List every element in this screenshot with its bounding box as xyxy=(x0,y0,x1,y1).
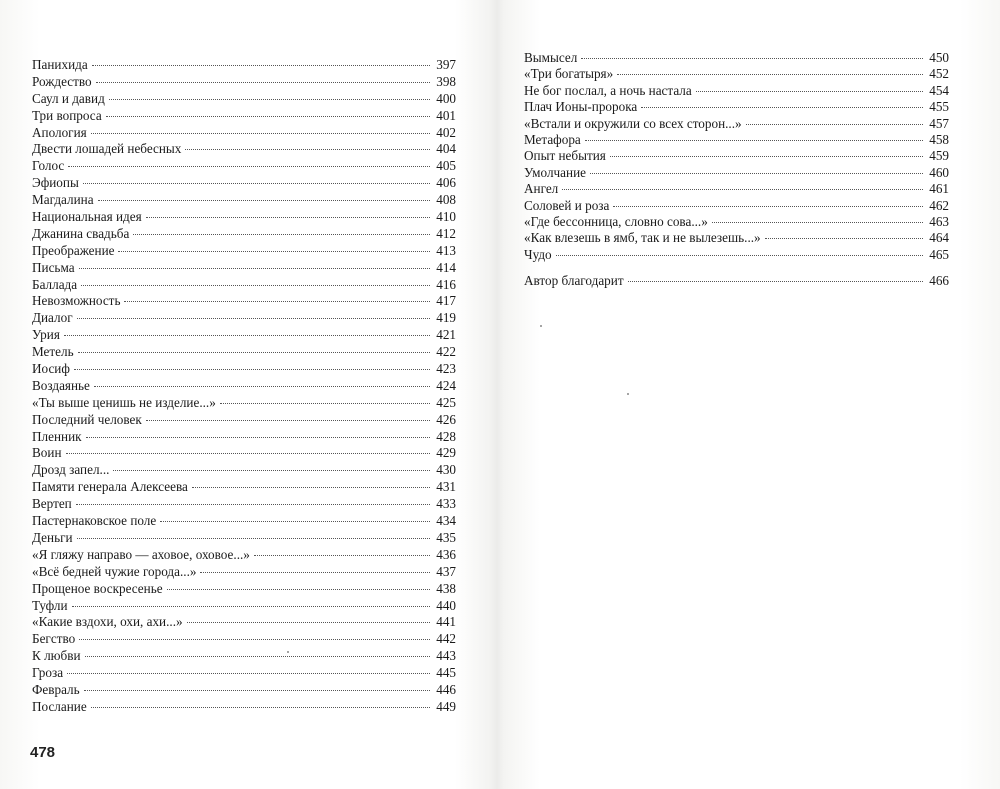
toc-entry xyxy=(32,395,456,412)
entry-page-number: 416 xyxy=(436,276,456,292)
dot-leader xyxy=(67,673,430,674)
dot-leader xyxy=(696,91,923,92)
dot-leader xyxy=(64,335,430,336)
toc-entry xyxy=(32,699,456,716)
entry-title: Гроза xyxy=(32,665,64,681)
entry-title: «Встали и окружили со всех сторон...» xyxy=(524,115,742,131)
entry-title: Невозможность xyxy=(32,293,121,309)
entry-page-number: 413 xyxy=(436,242,456,258)
entry-title: Деньги xyxy=(32,529,73,545)
toc-entry xyxy=(524,181,949,197)
entry-page-number: 410 xyxy=(436,209,456,225)
toc-entry xyxy=(524,165,949,181)
dot-leader xyxy=(160,521,430,522)
toc-entry xyxy=(32,209,456,226)
toc-entry xyxy=(32,361,456,378)
dot-leader xyxy=(83,183,430,184)
entry-title: Дрозд запел... xyxy=(32,462,110,478)
dot-leader xyxy=(68,166,430,167)
toc-list-right xyxy=(524,50,949,263)
toc-entry xyxy=(32,496,456,513)
toc-entry xyxy=(32,581,456,598)
toc-entry xyxy=(32,192,456,209)
toc-entry xyxy=(32,412,456,429)
entry-title: К любви xyxy=(32,648,81,664)
toc-entry xyxy=(524,66,949,82)
toc-entry xyxy=(32,91,456,108)
entry-title: Диалог xyxy=(32,310,73,326)
entry-title: Метель xyxy=(32,344,74,360)
entry-page-number: 401 xyxy=(436,107,456,123)
toc-entry xyxy=(32,378,456,395)
entry-page-number: 452 xyxy=(929,66,949,82)
entry-page-number: 443 xyxy=(436,648,456,664)
entry-title: Апология xyxy=(32,124,87,140)
entry-title: «Я гляжу направо — аховое, оховое...» xyxy=(32,546,250,562)
toc-entry xyxy=(32,479,456,496)
toc-entry xyxy=(32,462,456,479)
entry-title: Соловей и роза xyxy=(524,197,610,213)
toc-entry xyxy=(32,547,456,564)
dot-leader xyxy=(167,589,431,590)
entry-page-number: 435 xyxy=(436,529,456,545)
dot-leader xyxy=(106,116,431,117)
entry-page-number: 423 xyxy=(436,361,456,377)
entry-page-number: 419 xyxy=(436,310,456,326)
dot-leader xyxy=(81,285,430,286)
entry-page-number: 449 xyxy=(436,698,456,714)
entry-page-number: 441 xyxy=(436,614,456,630)
toc-entry xyxy=(32,57,456,74)
entry-page-number: 454 xyxy=(929,82,949,98)
toc-entry xyxy=(32,260,456,277)
entry-title: «Ты выше ценишь не изделие...» xyxy=(32,394,216,410)
entry-title: «Как влезешь в ямб, так и не вылезешь...» xyxy=(524,230,761,246)
dot-leader xyxy=(581,58,923,59)
entry-title: «Где бессонница, словно сова...» xyxy=(524,213,708,229)
entry-title: Письма xyxy=(32,259,75,275)
right-page-contents xyxy=(524,50,949,289)
entry-title: Двести лошадей небесных xyxy=(32,141,182,157)
entry-title: Умолчание xyxy=(524,164,586,180)
dot-leader xyxy=(113,470,430,471)
entry-page-number: 406 xyxy=(436,175,456,191)
entry-title: Февраль xyxy=(32,681,80,697)
toc-entry xyxy=(32,293,456,310)
entry-title: Джанина свадьба xyxy=(32,225,130,241)
toc-entry xyxy=(32,631,456,648)
toc-list-left xyxy=(32,57,456,716)
entry-page-number: 398 xyxy=(436,73,456,89)
dot-leader xyxy=(109,99,430,100)
entry-page-number: 434 xyxy=(436,513,456,529)
toc-entry-afterword xyxy=(524,273,949,289)
toc-entry xyxy=(32,445,456,462)
dot-leader xyxy=(185,149,430,150)
dot-leader xyxy=(712,222,923,223)
entry-title: Не бог послал, а ночь настала xyxy=(524,82,692,98)
entry-page-number: 462 xyxy=(929,197,949,213)
entry-page-number: 459 xyxy=(929,148,949,164)
entry-page-number: 412 xyxy=(436,225,456,241)
dot-leader xyxy=(590,173,923,174)
print-speck xyxy=(540,325,542,327)
entry-title: Вымысел xyxy=(524,50,578,65)
dot-leader xyxy=(77,318,431,319)
dot-leader xyxy=(94,386,430,387)
entry-page-number: 405 xyxy=(436,158,456,174)
dot-leader xyxy=(86,437,431,438)
toc-entry xyxy=(32,310,456,327)
dot-leader xyxy=(220,403,430,404)
dot-leader xyxy=(641,107,923,108)
left-page-contents xyxy=(32,57,456,716)
toc-entry xyxy=(32,243,456,260)
print-speck xyxy=(287,651,289,653)
dot-leader xyxy=(84,690,431,691)
entry-title: Панихида xyxy=(32,57,88,72)
entry-page-number: 414 xyxy=(436,259,456,275)
dot-leader xyxy=(91,707,431,708)
dot-leader xyxy=(200,572,430,573)
entry-title: Чудо xyxy=(524,246,552,262)
entry-page-number: 436 xyxy=(436,546,456,562)
entry-page-number: 431 xyxy=(436,479,456,495)
toc-entry xyxy=(32,277,456,294)
dot-leader xyxy=(98,200,431,201)
toc-entry xyxy=(524,99,949,115)
entry-title: Метафора xyxy=(524,131,581,147)
entry-page-number: 450 xyxy=(929,50,949,65)
toc-entry xyxy=(32,125,456,142)
toc-entry xyxy=(524,132,949,148)
entry-title: Урия xyxy=(32,327,60,343)
entry-page-number: 455 xyxy=(929,99,949,115)
entry-page-number: 438 xyxy=(436,580,456,596)
toc-entry xyxy=(32,614,456,631)
entry-title: Магдалина xyxy=(32,192,94,208)
entry-title: Иосиф xyxy=(32,361,70,377)
entry-title: Эфиопы xyxy=(32,175,79,191)
toc-entry xyxy=(32,648,456,665)
entry-page-number: 425 xyxy=(436,394,456,410)
entry-title: Баллада xyxy=(32,276,78,292)
dot-leader xyxy=(562,189,923,190)
entry-page-number: 397 xyxy=(436,57,456,72)
dot-leader xyxy=(124,301,430,302)
dot-leader xyxy=(72,606,431,607)
dot-leader xyxy=(74,369,430,370)
entry-title: Три вопроса xyxy=(32,107,102,123)
dot-leader xyxy=(146,217,431,218)
dot-leader xyxy=(556,255,924,256)
toc-entry xyxy=(32,665,456,682)
dot-leader xyxy=(79,268,431,269)
dot-leader xyxy=(66,453,431,454)
toc-entry xyxy=(32,158,456,175)
page-number-folio: 478 xyxy=(30,744,56,761)
entry-page-number: 433 xyxy=(436,496,456,512)
entry-page-number: 442 xyxy=(436,631,456,647)
entry-title: «Какие вздохи, охи, ахи...» xyxy=(32,614,183,630)
entry-page-number: 421 xyxy=(436,327,456,343)
toc-entry xyxy=(32,429,456,446)
print-speck xyxy=(627,393,629,395)
dot-leader xyxy=(85,656,431,657)
entry-page-number: 457 xyxy=(929,115,949,131)
entry-page-number: 404 xyxy=(436,141,456,157)
dot-leader xyxy=(254,555,430,556)
toc-entry xyxy=(32,175,456,192)
entry-title: Туфли xyxy=(32,597,68,613)
toc-entry xyxy=(32,327,456,344)
dot-leader xyxy=(146,420,430,421)
dot-leader xyxy=(79,639,430,640)
entry-page-number: 465 xyxy=(929,246,949,262)
toc-entry xyxy=(32,530,456,547)
dot-leader xyxy=(76,504,430,505)
toc-entry xyxy=(524,148,949,164)
toc-entry xyxy=(524,247,949,263)
toc-entry xyxy=(32,141,456,158)
dot-leader xyxy=(187,622,431,623)
entry-page-number: 400 xyxy=(436,90,456,106)
toc-entry xyxy=(524,50,949,66)
entry-title: Пастернаковское поле xyxy=(32,513,157,529)
entry-page-number: 463 xyxy=(929,213,949,229)
entry-page-number: 440 xyxy=(436,597,456,613)
toc-entry xyxy=(524,230,949,246)
dot-leader xyxy=(77,538,431,539)
toc-entry xyxy=(32,108,456,125)
toc-entry xyxy=(32,682,456,699)
entry-page-number: 445 xyxy=(436,665,456,681)
dot-leader xyxy=(765,238,924,239)
entry-page-number: 417 xyxy=(436,293,456,309)
dot-leader xyxy=(628,281,924,282)
dot-leader xyxy=(133,234,430,235)
entry-title: «Три богатыря» xyxy=(524,66,614,82)
entry-title: Саул и давид xyxy=(32,90,105,106)
toc-entry xyxy=(524,198,949,214)
toc-entry xyxy=(32,598,456,615)
entry-page-number: 426 xyxy=(436,411,456,427)
entry-page-number: 460 xyxy=(929,164,949,180)
dot-leader xyxy=(91,133,431,134)
dot-leader xyxy=(118,251,430,252)
entry-title: Автор благодарит xyxy=(524,273,624,289)
entry-title: Плач Ионы-пророка xyxy=(524,99,638,115)
entry-page-number: 464 xyxy=(929,230,949,246)
dot-leader xyxy=(92,65,431,66)
toc-entry xyxy=(524,83,949,99)
dot-leader xyxy=(96,82,431,83)
entry-page-number: 402 xyxy=(436,124,456,140)
dot-leader xyxy=(610,156,923,157)
entry-page-number: 458 xyxy=(929,131,949,147)
dot-leader xyxy=(78,352,431,353)
toc-entry xyxy=(32,344,456,361)
entry-title: Послание xyxy=(32,698,87,714)
entry-title: Воин xyxy=(32,445,62,461)
entry-page-number: 422 xyxy=(436,344,456,360)
entry-title: Рождество xyxy=(32,73,92,89)
toc-entry xyxy=(32,513,456,530)
entry-title: Опыт небытия xyxy=(524,148,606,164)
entry-title: Воздаянье xyxy=(32,377,90,393)
dot-leader xyxy=(192,487,430,488)
entry-title: «Всё бедней чужие города...» xyxy=(32,563,197,579)
dot-leader xyxy=(746,124,924,125)
entry-title: Прощеное воскресенье xyxy=(32,580,163,596)
entry-title: Ангел xyxy=(524,181,559,197)
dot-leader xyxy=(617,74,923,75)
entry-page-number: 430 xyxy=(436,462,456,478)
entry-page-number: 428 xyxy=(436,428,456,444)
toc-entry xyxy=(524,214,949,230)
entry-page-number: 408 xyxy=(436,192,456,208)
entry-title: Памяти генерала Алексеева xyxy=(32,479,188,495)
entry-page-number: 424 xyxy=(436,377,456,393)
entry-title: Голос xyxy=(32,158,65,174)
entry-page-number: 429 xyxy=(436,445,456,461)
entry-title: Вертеп xyxy=(32,496,72,512)
dot-leader xyxy=(613,206,923,207)
dot-leader xyxy=(585,140,923,141)
toc-entry xyxy=(32,564,456,581)
entry-page-number: 437 xyxy=(436,563,456,579)
entry-title: Национальная идея xyxy=(32,209,142,225)
entry-page-number: 446 xyxy=(436,681,456,697)
entry-title: Последний человек xyxy=(32,411,142,427)
entry-page-number: 466 xyxy=(929,273,949,289)
entry-title: Пленник xyxy=(32,428,82,444)
toc-entry xyxy=(524,116,949,132)
entry-page-number: 461 xyxy=(929,181,949,197)
entry-title: Бегство xyxy=(32,631,76,647)
toc-entry xyxy=(32,74,456,91)
toc-entry xyxy=(32,226,456,243)
entry-title: Преображение xyxy=(32,242,115,258)
toc-list-afterword xyxy=(524,273,949,289)
